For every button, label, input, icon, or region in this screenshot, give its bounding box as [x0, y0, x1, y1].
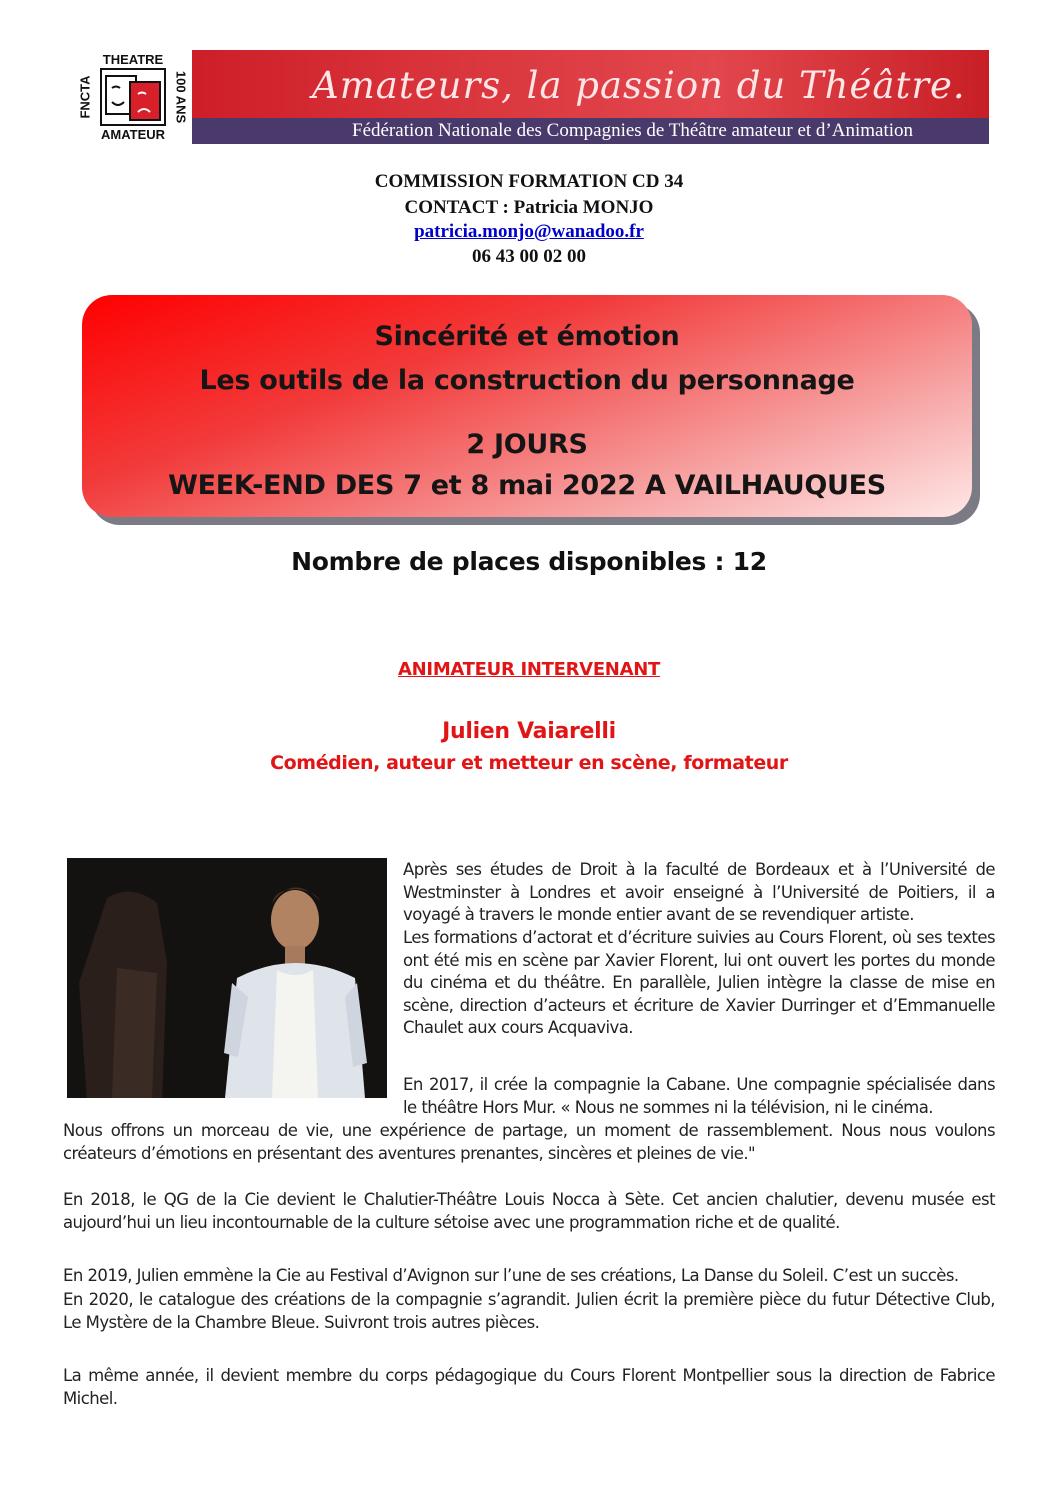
actor-photo — [67, 858, 387, 1098]
bio-paragraph-7: La même année, il devient membre du corps pédagogique du Cours Florent Montpellier sous la direction de Fabrice Michel. — [63, 1366, 995, 1408]
bio-paragraph-5: En 2019, Julien emmène la Cie au Festival d’Avignon sur l’une de ses créations, La Danse du Soleil. C’est un succès. — [63, 1266, 959, 1285]
event-subtitle: Les outils de la construction du personnage — [199, 365, 855, 396]
bio-paragraph-6: En 2020, le catalogue des créations de la compagnie s’agrandit. Julien écrit la première pièce du futur Détective Club, Le Mystère de la Chambre Bleue. Suivront trois autres pièces. — [63, 1290, 995, 1332]
event-duration: 2 JOURS — [466, 429, 588, 460]
commission-title: COMMISSION FORMATION CD 34 — [374, 171, 684, 192]
logo-bottom-text: AMATEUR — [100, 127, 166, 142]
federation-name: Fédération Nationale des Compagnies de Théâtre amateur et d’Animation — [352, 120, 914, 141]
event-dates: WEEK-END DES 7 et 8 mai 2022 A VAILHAUQUES — [168, 470, 886, 501]
person-name: Julien Vaiarelli — [442, 719, 616, 744]
bio-paragraph-3-end: Nous offrons un morceau de vie, une expérience de partage, un moment de rassemblement. Nous nous voulons créateurs d’émotions en présentant des aventures prenantes, sincères et pleines de vie." — [63, 1121, 995, 1163]
event-box — [82, 295, 972, 517]
bio-paragraph-3-start: En 2017, il crée la compagnie la Cabane. Une compagnie spécialisée dans le théâtre Hors Mur. « Nous ne sommes ni la télévision, ni le cinéma. — [403, 1075, 995, 1117]
bio-paragraph-4: En 2018, le QG de la Cie devient le Chalutier-Théâtre Louis Nocca à Sète. Cet ancien chalutier, devenu musée est aujourd’hui un lieu incontournable de la culture sétoise avec une programmation riche et de qualité. — [63, 1190, 995, 1232]
banner-tagline: Amateurs, la passion du Théâtre. — [312, 64, 966, 107]
available-places: Nombre de places disponibles : 12 — [291, 547, 767, 576]
bio-paragraph-1: Après ses études de Droit à la faculté de Bordeaux et à l’Université de Westminster à Londres et avoir enseigné à l’Université de Poitiers, il a voyagé à travers le monde entier avant de se revendiquer artiste. — [403, 860, 995, 925]
fncta-logo — [72, 50, 192, 144]
section-heading: ANIMATEUR INTERVENANT — [398, 659, 660, 680]
logo-top-text: THEATRE — [102, 52, 164, 67]
contact-name: CONTACT : Patricia MONJO — [404, 197, 654, 218]
logo-left-text: FNCTA — [77, 75, 93, 119]
person-role: Comédien, auteur et metteur en scène, formateur — [270, 752, 788, 774]
federation-bar — [192, 118, 989, 144]
event-title: Sincérité et émotion — [374, 321, 680, 352]
stage-photo-illustration — [67, 858, 387, 1098]
theatre-masks-icon — [100, 68, 166, 126]
logo-right-text: 100 ANS — [173, 70, 189, 124]
bio-paragraph-2: Les formations d’actorat et d’écriture suivies au Cours Florent, où ses textes ont été mis en scène par Xavier Florent, lui ont ouvert les portes du monde du cinéma et du théâtre. En parallèle, Julien intègre la classe de mise en scène, direction d’acteurs et écriture de Xavier Durringer et d’Emmanuelle Chaulet aux cours Acquaviva. — [403, 928, 995, 1038]
contact-email-link[interactable]: patricia.monjo@wanadoo.fr — [414, 221, 644, 242]
contact-phone: 06 43 00 02 00 — [472, 246, 586, 267]
header-banner — [72, 50, 989, 144]
